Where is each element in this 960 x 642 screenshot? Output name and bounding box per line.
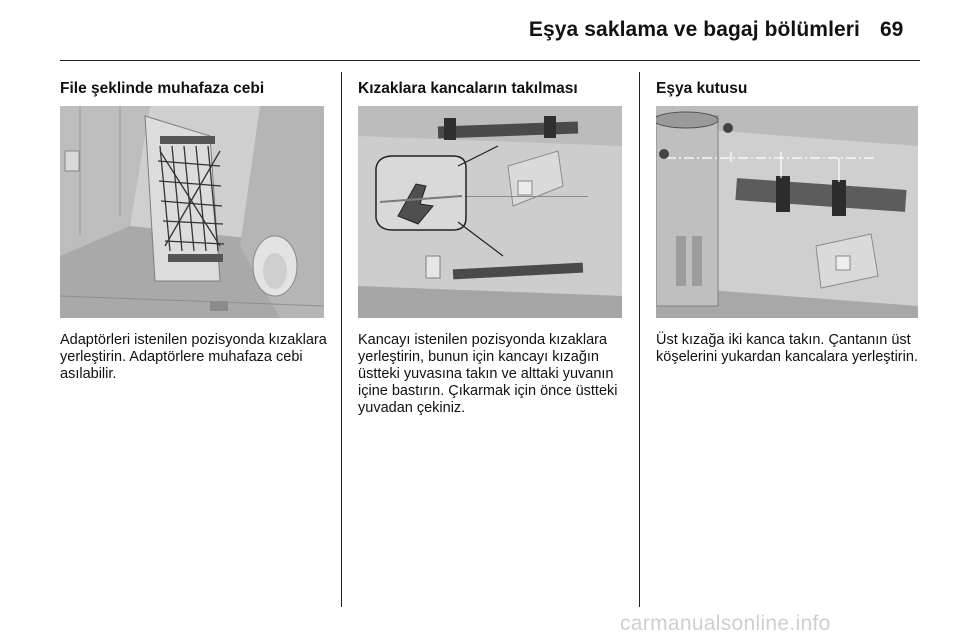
section-body-text: Adaptörleri istenilen pozisyonda kızaklara yerleştirin. Adaptörlere muhafaza cebi asılabilir. — [60, 332, 327, 382]
section-body-text: Üst kızağa iki kanca takın. Çantanın üst köşelerini yukardan kancalara yerleştirin. — [656, 332, 918, 365]
column-divider — [341, 72, 342, 607]
section-storage-box — [656, 78, 926, 365]
section-storage-net — [60, 78, 330, 382]
watermark: carmanualsonline.info — [620, 612, 831, 635]
column-divider — [639, 72, 640, 607]
section-body-text: Kancayı istenilen pozisyonda kızaklara yerleştirin, bunun için kancayı kızağın üstteki yuvasına takın ve alttaki yuvanın içine bastırın. Çıkarmak için önce üstteki yuvadan çekiniz. — [358, 332, 618, 416]
header-divider — [60, 60, 920, 61]
section-heading: Eşya kutusu — [656, 80, 748, 97]
section-heading: Kızaklara kancaların takılması — [358, 80, 578, 97]
storage-net-illustration — [60, 106, 324, 318]
page-number: 69 — [880, 18, 904, 41]
section-hook-mounting — [358, 78, 628, 416]
section-heading: File şeklinde muhafaza cebi — [60, 80, 265, 97]
hook-mounting-illustration — [358, 106, 622, 318]
page-title: Eşya saklama ve bagaj bölümleri — [528, 18, 860, 41]
storage-box-illustration — [656, 106, 918, 318]
